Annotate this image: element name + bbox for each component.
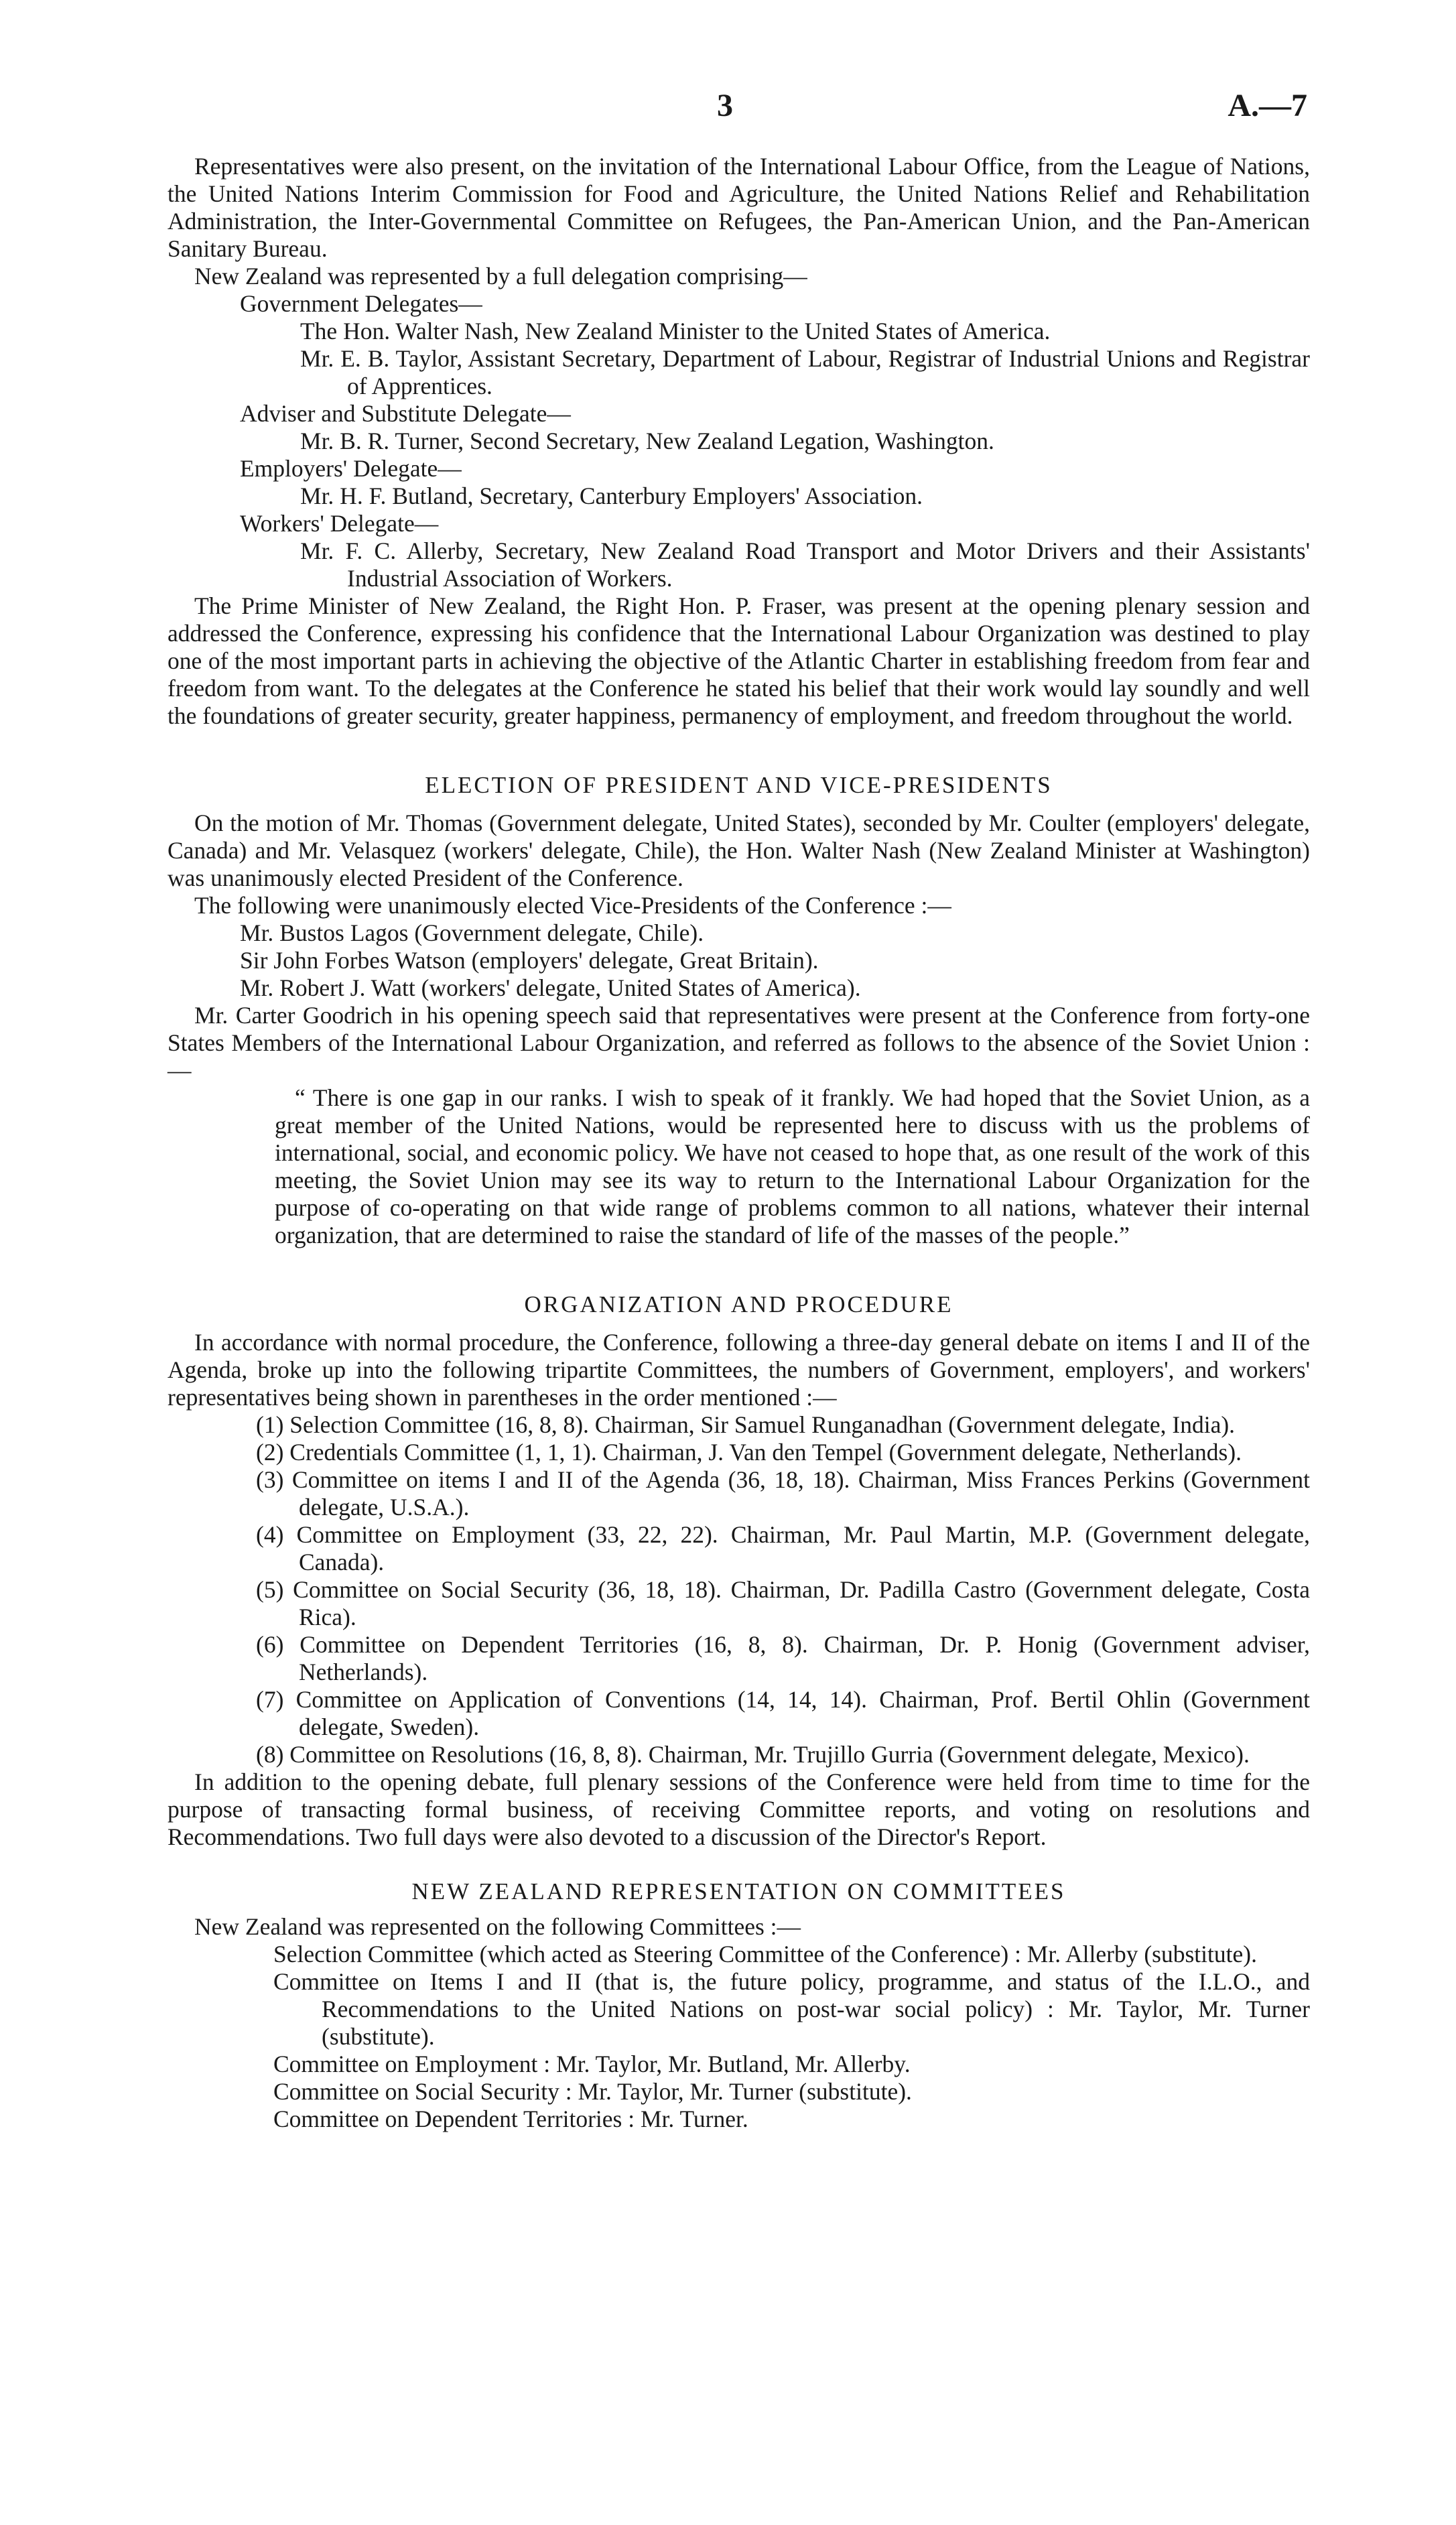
- vice-president-1: Mr. Bustos Lagos (Government delegate, Chile).: [240, 919, 704, 946]
- committee-item: (1) Selection Committee (16, 8, 8). Chairman, Sir Samuel Runganadhan (Government delegate, India).: [256, 1411, 1236, 1438]
- election-heading: ELECTION OF PRESIDENT AND VICE-PRESIDENTS: [425, 772, 1053, 798]
- nz-delegation-line: New Zealand was represented by a full delegation comprising—: [194, 263, 807, 289]
- gov-delegate-2: Mr. E. B. Taylor, Assistant Secretary, Department of Labour, Registrar of Industrial Unions and Registrar of Apprentices.: [300, 345, 1310, 399]
- document-body: [168, 153, 1310, 2133]
- gov-delegates-label: Government Delegates—: [240, 290, 482, 317]
- committee-item: (3) Committee on items I and II of the Agenda (36, 18, 18). Chairman, Miss Frances Perkins (Government delegate, U.S.A.).: [256, 1466, 1310, 1520]
- adviser-1: Mr. B. R. Turner, Second Secretary, New Zealand Legation, Washington.: [300, 428, 994, 454]
- page-number: 3: [717, 88, 733, 123]
- workers-delegate-1: Mr. F. C. Allerby, Secretary, New Zealand Road Transport and Motor Drivers and their Assistants' Industrial Association of Workers.: [300, 537, 1310, 592]
- committee-item: (8) Committee on Resolutions (16, 8, 8). Chairman, Mr. Trujillo Gurria (Government delegate, Mexico).: [256, 1741, 1250, 1768]
- organization-intro: In accordance with normal procedure, the Conference, following a three-day general debate on items I and II of the Agenda, broke up into the following tripartite Committees, the numbers of Government, employers', and workers' representatives being shown in parentheses in the order mentioned :—: [168, 1329, 1310, 1411]
- page-code: A.—7: [1228, 88, 1307, 123]
- nz-committee-item: Committee on Employment : Mr. Taylor, Mr. Butland, Mr. Allerby.: [273, 2051, 911, 2077]
- nz-committee-item: Committee on Items I and II (that is, the future policy, programme, and status of the I.L.O., and Recommendations to the United Nations on post-war social policy) : Mr. Taylor, Mr. Turner (substitute).: [273, 1968, 1310, 2050]
- nz-committee-item: Committee on Social Security : Mr. Taylor, Mr. Turner (substitute).: [273, 2078, 912, 2105]
- adviser-label: Adviser and Substitute Delegate—: [240, 400, 571, 427]
- organization-heading: ORGANIZATION AND PROCEDURE: [524, 1291, 953, 1317]
- plenary-paragraph: In addition to the opening debate, full plenary sessions of the Conference were held from time to time for the purpose of transacting formal business, of receiving Committee reports, and voting on resolutions and Recommendations. Two full days were also devoted to a discussion of the Director's Report.: [168, 1768, 1310, 1850]
- committee-item: (2) Credentials Committee (1, 1, 1). Chairman, J. Van den Tempel (Government delegate, Netherlands).: [256, 1439, 1242, 1466]
- goodrich-quote: [168, 1084, 1310, 1249]
- committee-item: (7) Committee on Application of Conventions (14, 14, 14). Chairman, Prof. Bertil Ohlin (Government delegate, Sweden).: [256, 1686, 1310, 1740]
- committee-item: (5) Committee on Social Security (36, 18, 18). Chairman, Dr. Padilla Castro (Government delegate, Costa Rica).: [256, 1576, 1310, 1630]
- vice-presidents-intro: The following were unanimously elected Vice-Presidents of the Conference :—: [194, 892, 951, 919]
- representatives-paragraph: Representatives were also present, on the invitation of the International Labour Office, from the League of Nations, the United Nations Interim Commission for Food and Agriculture, the United Nations Relief and Rehabilitation Administration, the Inter-Governmental Committee on Refugees, the Pan-American Union, and the Pan-American Sanitary Bureau.: [168, 153, 1310, 262]
- employers-label: Employers' Delegate—: [240, 455, 462, 482]
- goodrich-paragraph: Mr. Carter Goodrich in his opening speech said that representatives were present at the Conference from forty-one States Members of the International Labour Organization, and referred as follows to the absence of the Soviet Union :—: [168, 1002, 1310, 1084]
- election-motion-paragraph: On the motion of Mr. Thomas (Government delegate, United States), seconded by Mr. Coulter (employers' delegate, Canada) and Mr. Velasquez (workers' delegate, Chile), the Hon. Walter Nash (New Zealand Minister at Washington) was unanimously elected President of the Conference.: [168, 810, 1310, 891]
- nz-committee-item: Selection Committee (which acted as Steering Committee of the Conference) : Mr. Allerby (substitute).: [273, 1941, 1257, 1967]
- nz-committees-heading: NEW ZEALAND REPRESENTATION ON COMMITTEES: [411, 1878, 1066, 1904]
- quote-text: “ There is one gap in our ranks. I wish to speak of it frankly. We had hoped that the Soviet Union, as a great member of the United Nations, would be represented here to discuss with us the problems of international, social, and economic policy. We have not ceased to hope that, as one result of the work of this meeting, the Soviet Union may see its way to return to the International Labour Organization for the purpose of co-operating on that wide range of problems common to all nations, whatever their internal organization, that are determined to raise the standard of life of the masses of the people.”: [275, 1084, 1310, 1248]
- gov-delegate-1: The Hon. Walter Nash, New Zealand Minister to the United States of America.: [300, 318, 1051, 344]
- employers-delegate-1: Mr. H. F. Butland, Secretary, Canterbury Employers' Association.: [300, 482, 923, 509]
- nz-committee-item: Committee on Dependent Territories : Mr. Turner.: [273, 2106, 748, 2132]
- committee-item: (6) Committee on Dependent Territories (16, 8, 8). Chairman, Dr. P. Honig (Government adviser, Netherlands).: [256, 1631, 1310, 1685]
- prime-minister-paragraph: The Prime Minister of New Zealand, the Right Hon. P. Fraser, was present at the opening plenary session and addressed the Conference, expressing his confidence that the International Labour Organization was destined to play one of the most important parts in achieving the objective of the Atlantic Charter in establishing freedom from fear and freedom from want. To the delegates at the Conference he stated his belief that their work would lay soundly and well the foundations of greater security, greater happiness, permanency of employment, and freedom throughout the world.: [168, 592, 1310, 729]
- nz-committees-intro: New Zealand was represented on the following Committees :—: [194, 1913, 801, 1940]
- vice-president-3: Mr. Robert J. Watt (workers' delegate, United States of America).: [240, 974, 861, 1001]
- vice-president-2: Sir John Forbes Watson (employers' delegate, Great Britain).: [240, 947, 819, 974]
- committee-item: (4) Committee on Employment (33, 22, 22). Chairman, Mr. Paul Martin, M.P. (Government delegate, Canada).: [256, 1521, 1310, 1575]
- workers-label: Workers' Delegate—: [240, 510, 439, 537]
